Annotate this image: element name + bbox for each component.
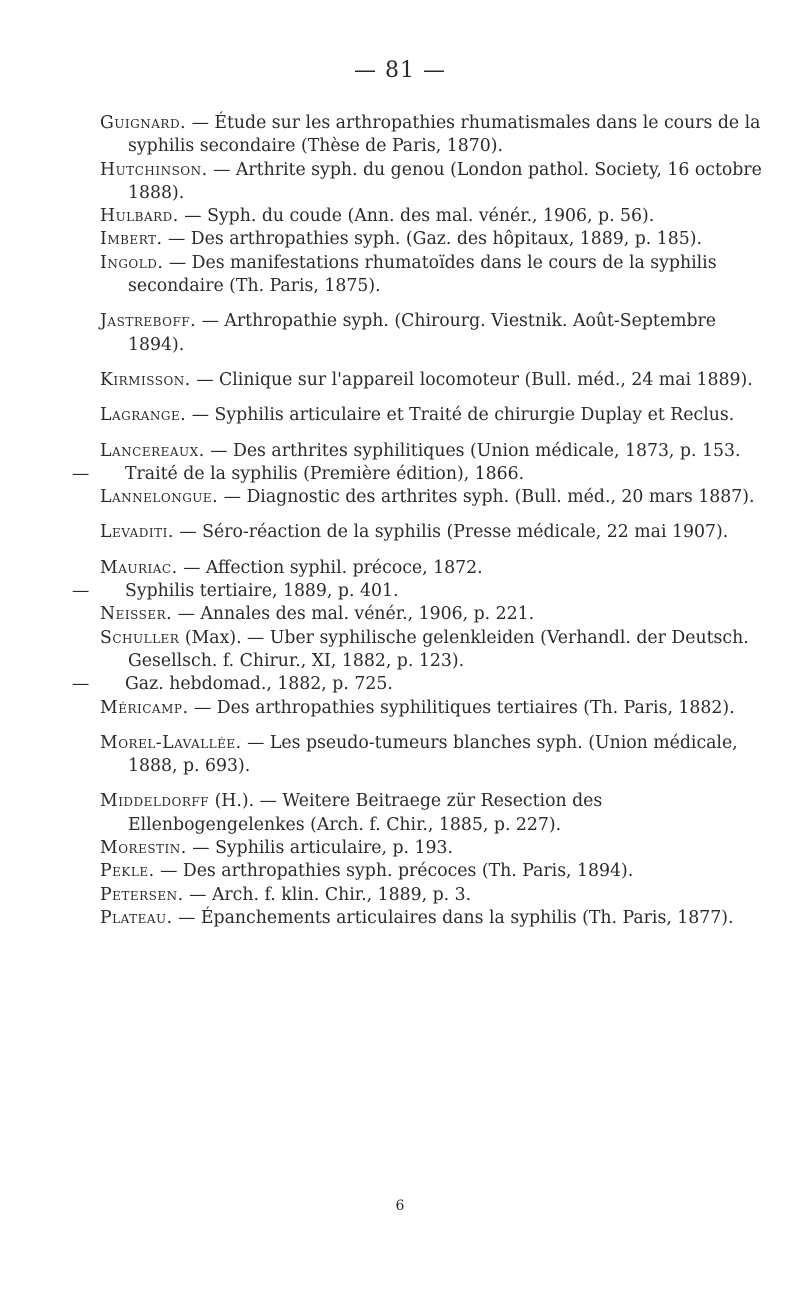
signature-mark: 6 (395, 1198, 405, 1214)
bibliography-entry (100, 310, 765, 357)
entry-author: Hulbard. (100, 206, 179, 227)
bibliography-entry (100, 790, 765, 837)
entry-text: — Diagnostic des arthrites syph. (Bull. méd., 20 mars 1887). (223, 487, 755, 508)
entry-text: — Annales des mal. vénér., 1906, p. 221. (177, 604, 535, 625)
entry-author: Levaditi. (100, 522, 174, 543)
entry-text: Syphilis tertiaire, 1889, p. 401. (125, 581, 399, 602)
entry-author: Mauriac. (100, 557, 178, 578)
entry-text: — Des manifestations rhumatoïdes dans le cours de la syphilis secondaire (Th. Paris, 1875). (128, 252, 717, 297)
bibliography-entry (100, 697, 765, 720)
entry-author: Petersen. (100, 884, 184, 905)
entry-author: Plateau. (100, 907, 173, 928)
bibliography-entry (100, 369, 765, 392)
bibliography-entry (100, 521, 765, 544)
bibliography-entry (100, 884, 765, 907)
entry-text: — Arch. f. klin. Chir., 1889, p. 3. (189, 884, 472, 905)
bibliography-entry (100, 228, 765, 251)
entry-text: — Des arthrites syphilitiques (Union médicale, 1873, p. 153. (210, 440, 741, 461)
bibliography-entry (100, 860, 765, 883)
entry-author: Jastreboff. (100, 311, 197, 332)
bibliography-entry (72, 580, 765, 603)
bibliography-entry (100, 205, 765, 228)
bibliography-entry (100, 159, 765, 206)
entry-text: — Affection syphil. précoce, 1872. (183, 557, 483, 578)
bibliography-entry (100, 732, 765, 779)
entry-text: — Des arthropathies syph. (Gaz. des hôpitaux, 1889, p. 185). (168, 229, 702, 250)
entry-text: — Des arthropathies syphilitiques tertiaires (Th. Paris, 1882). (193, 697, 735, 718)
entry-text: — Épanchements articulaires dans la syphilis (Th. Paris, 1877). (178, 907, 734, 928)
entry-text: — Syphilis articulaire et Traité de chirurgie Duplay et Reclus. (191, 405, 735, 426)
entry-text: — Les pseudo-tumeurs blanches syph. (Union médicale, 1888, p. 693). (128, 732, 738, 777)
bibliography-entry (100, 557, 765, 580)
entry-author: Morestin. (100, 838, 187, 859)
entry-text: Gaz. hebdomad., 1882, p. 725. (125, 674, 393, 695)
entry-author: Neisser. (100, 604, 173, 625)
bibliography-entry (100, 907, 765, 930)
page-number: — 81 — (354, 58, 446, 83)
entry-text: — Des arthropathies syph. précoces (Th. Paris, 1894). (160, 861, 634, 882)
bibliography-entry (100, 252, 765, 299)
entry-author: Imbert. (100, 229, 163, 250)
entry-text: — Étude sur les arthropathies rhumatismales dans le cours de la syphilis secondaire (Thèse de Paris, 1870). (128, 113, 761, 157)
bibliography-entry (100, 837, 765, 860)
entry-author: Méricamp. (100, 697, 189, 718)
entry-author: Morel-Lavallée. (100, 732, 242, 753)
entry-author: Hutchinson. (100, 159, 208, 180)
ditto-dash: — (72, 581, 90, 602)
entry-author: Lancereaux. (100, 440, 205, 461)
entry-text: (H.). — Weitere Beitraege zür Resection des Ellenbogengelenkes (Arch. f. Chir., 1885, p. 227). (128, 791, 603, 835)
entry-author: Pekle. (100, 861, 155, 882)
bibliography-entry (100, 627, 765, 674)
entry-author: Schuller (100, 627, 180, 648)
entry-text: — Arthropathie syph. (Chirourg. Viestnik. Août-Septembre 1894). (128, 311, 717, 355)
bibliography-entry (72, 673, 765, 696)
bibliography-entry (72, 463, 765, 486)
entry-text: — Séro-réaction de la syphilis (Presse médicale, 22 mai 1907). (179, 522, 729, 543)
bibliography-entry (100, 486, 765, 509)
entry-text: — Clinique sur l'appareil locomoteur (Bull. méd., 24 mai 1889). (196, 369, 753, 390)
entry-text: — Syph. du coude (Ann. des mal. vénér., 1906, p. 56). (184, 206, 655, 227)
entry-author: Guignard. (100, 113, 187, 133)
entry-author: Lagrange. (100, 405, 187, 426)
entry-author: Middeldorff (100, 791, 210, 812)
bibliography-entry (100, 112, 765, 159)
bibliography-entry (100, 404, 765, 427)
entry-author: Lannelongue. (100, 487, 219, 508)
ditto-dash: — (72, 463, 90, 484)
ditto-dash: — (72, 674, 90, 695)
entry-text: Traité de la syphilis (Première édition), 1866. (125, 463, 525, 484)
bibliography-entry (100, 440, 765, 463)
entry-author: Ingold. (100, 252, 164, 273)
entry-author: Kirmisson. (100, 369, 191, 390)
bibliography-list (72, 112, 765, 930)
entry-text: — Syphilis articulaire, p. 193. (192, 838, 454, 859)
entry-text: (Max). — Uber syphilische gelenkleiden (Verhandl. der Deutsch. Gesellsch. f. Chirur., XI, 1882, p. 123). (128, 627, 749, 671)
bibliography-entry (100, 603, 765, 626)
entry-text: — Arthrite syph. du genou (London pathol. Society, 16 octobre 1888). (128, 159, 762, 203)
